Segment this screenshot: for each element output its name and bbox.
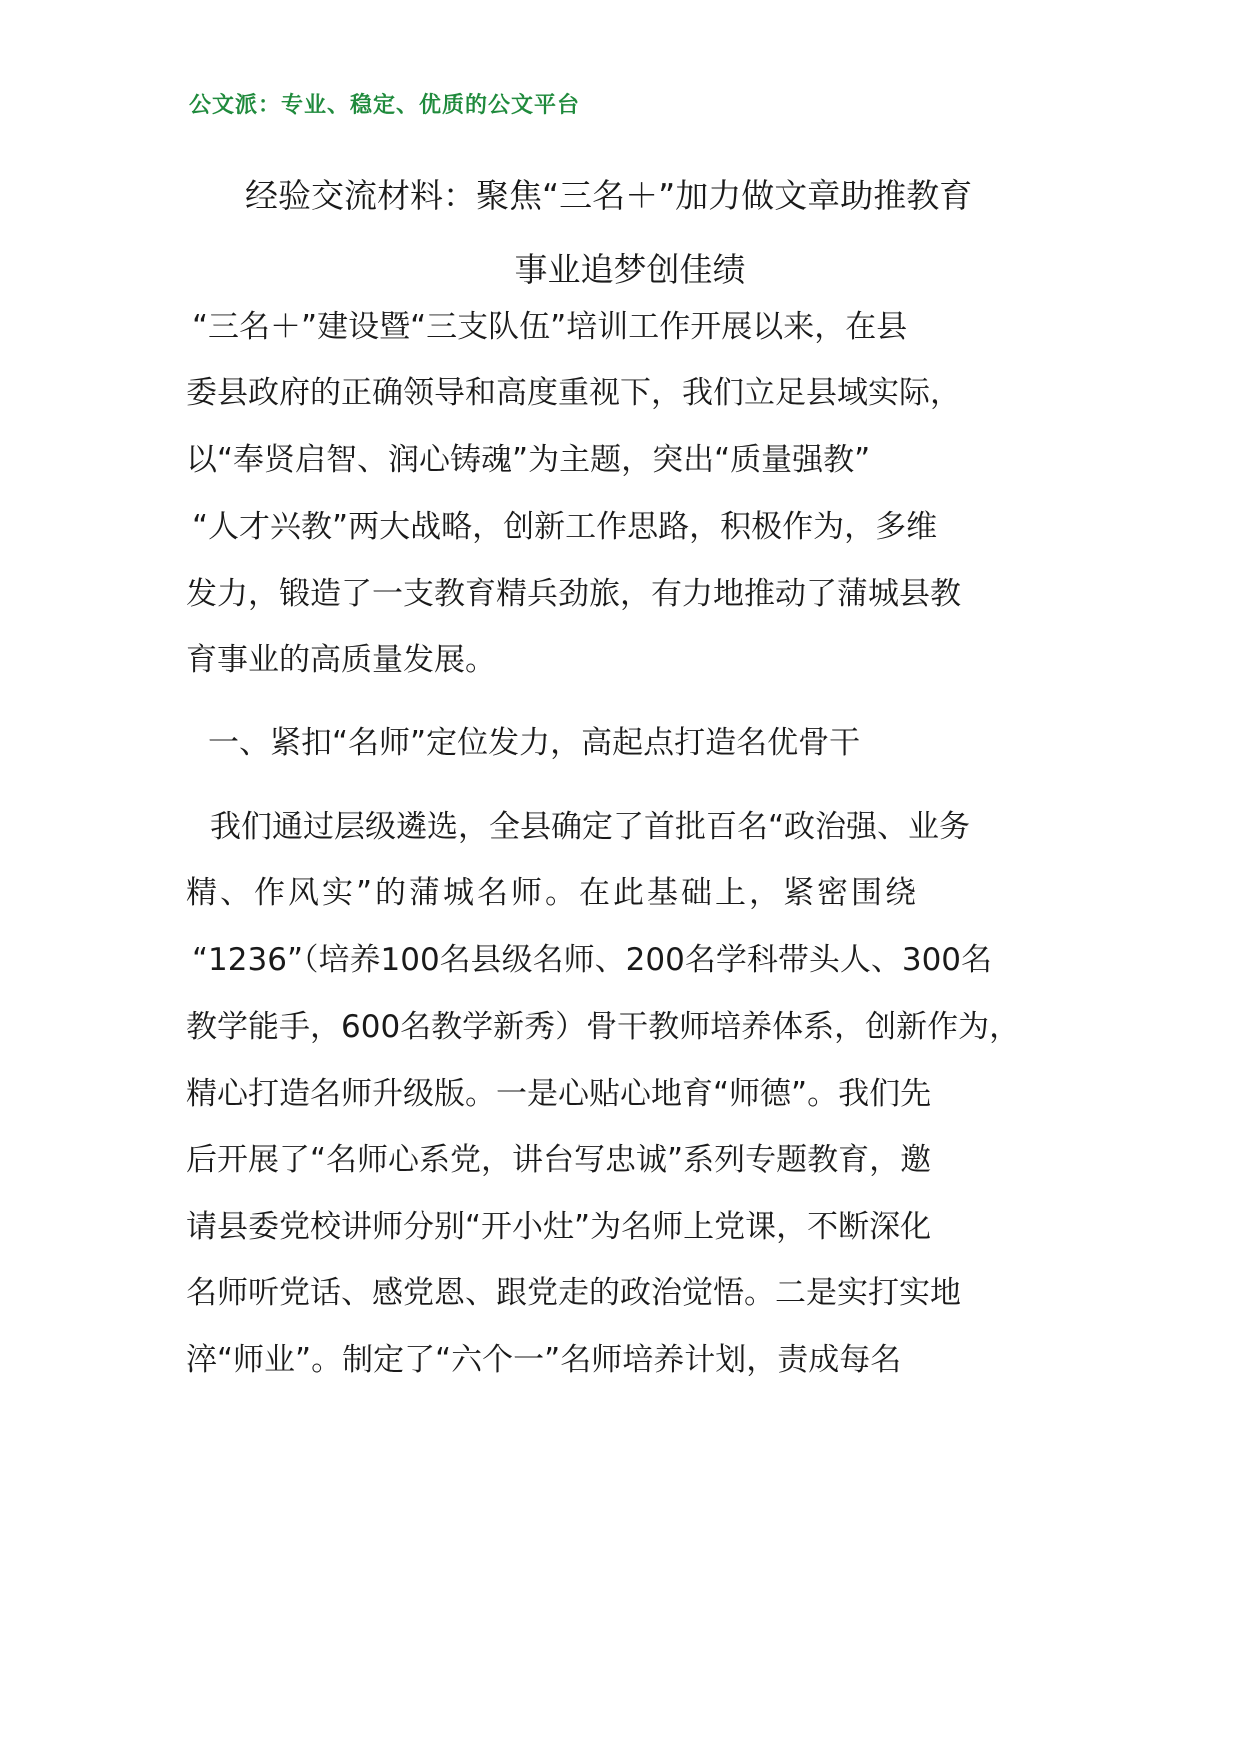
body-line: 育事业的高质量发展。 (186, 642, 496, 678)
document-title-line-1: 经验交流材料：聚焦“三名＋”加力做文章助推教育 (245, 176, 973, 215)
body-line: “三名＋”建设暨“三支队伍”培训工作开展以来，在县 (192, 309, 908, 345)
section-heading: 一、紧扣“名师”定位发力，高起点打造名优骨干 (208, 725, 861, 761)
body-line: “人才兴教”两大战略，创新工作思路，积极作为，多维 (192, 509, 938, 545)
body-line: 发力，锻造了一支教育精兵劲旅，有力地推动了蒲城县教 (186, 576, 961, 612)
document-title-line-2: 事业追梦创佳绩 (514, 250, 746, 289)
body-line: “1236”（培养100名县级名师、200名学科带头人、300名 (192, 942, 993, 978)
body-line: 请县委党校讲师分别“开小灶”为名师上党课，不断深化 (186, 1209, 932, 1245)
body-line: 委县政府的正确领导和高度重视下，我们立足县域实际， (186, 375, 961, 411)
body-line: 名师听党话、感党恩、跟党走的政治觉悟。二是实打实地 (186, 1275, 961, 1311)
body-line: 我们通过层级遴选，全县确定了首批百名“政治强、业务 (210, 809, 971, 845)
body-line: 教学能手，600名教学新秀）骨干教师培养体系，创新作为， (186, 1009, 1021, 1045)
body-line: 淬“师业”。制定了“六个一”名师培养计划，责成每名 (186, 1342, 902, 1378)
body-line: 以“奉贤启智、润心铸魂”为主题，突出“质量强教” (186, 442, 871, 478)
body-line: 后开展了“名师心系党，讲台写忠诚”系列专题教育，邀 (186, 1142, 932, 1178)
site-tagline: 公文派：专业、稳定、优质的公文平台 (189, 93, 581, 118)
body-line: 精心打造名师升级版。一是心贴心地育“师德”。我们先 (186, 1076, 932, 1112)
body-line: 精、作风实”的蒲城名师。在此基础上，紧密围绕 (186, 875, 920, 911)
